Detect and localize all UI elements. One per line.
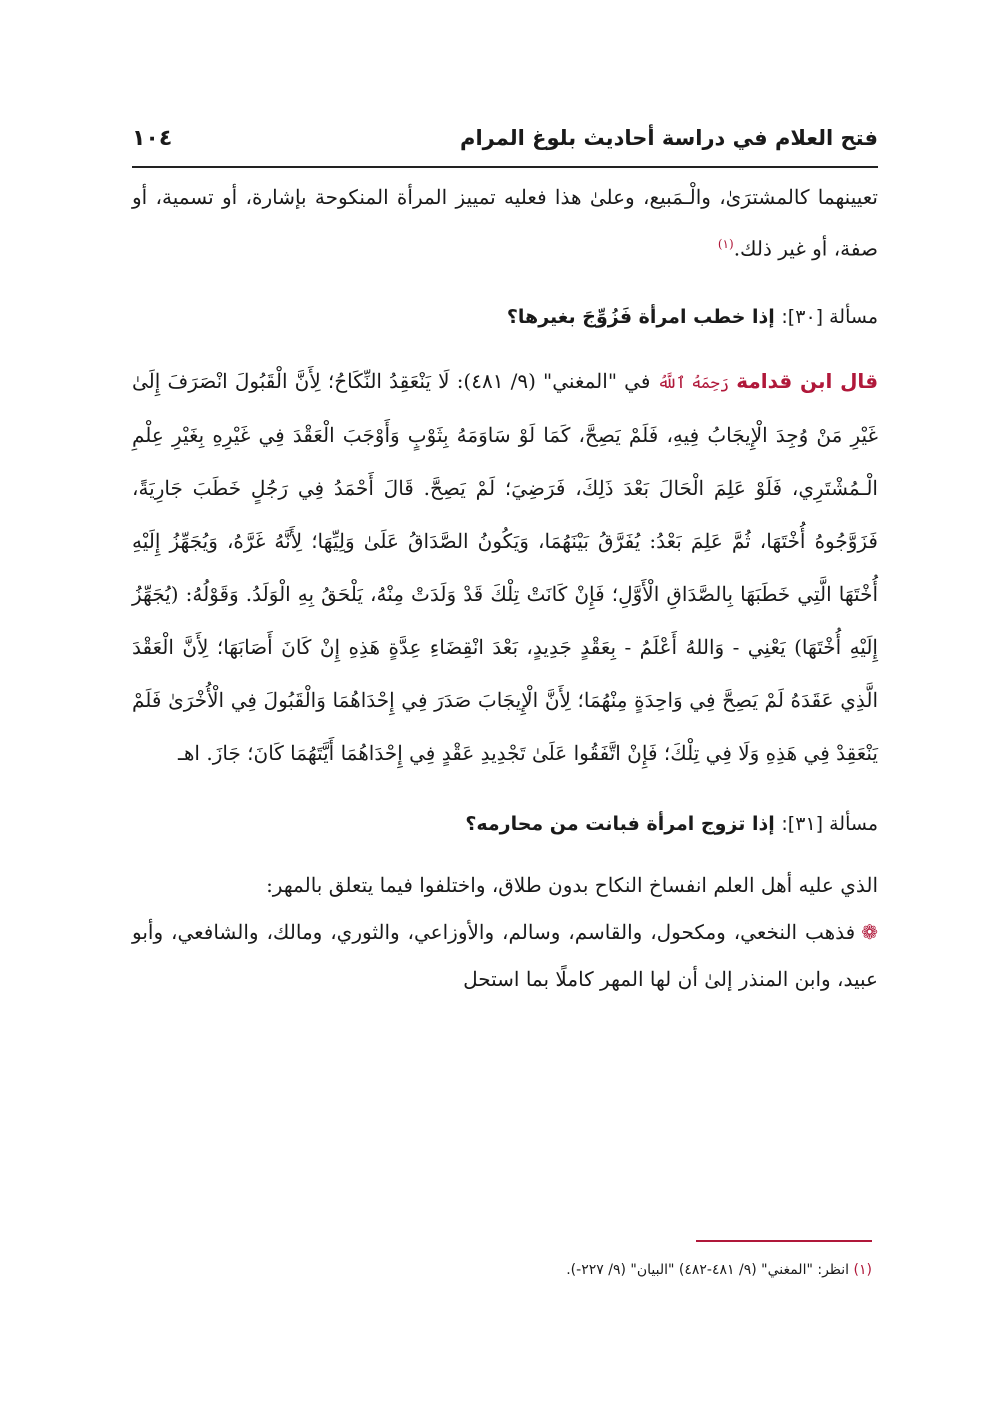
footnote-ref[interactable]: (١)	[717, 237, 734, 251]
footnote	[126, 1262, 872, 1278]
question-31-text: إذا تزوج امرأة فبانت من محارمه؟	[465, 812, 775, 835]
running-header	[132, 118, 878, 168]
page-number: ١٠٤	[132, 125, 173, 151]
quote-source: في "المغني" (٩/ ٤٨١):	[456, 368, 651, 393]
bullet-31	[132, 909, 878, 1003]
question-31-heading	[132, 806, 878, 842]
page-body	[132, 118, 878, 1003]
question-30-label: مسألة [٣٠]:	[781, 305, 878, 328]
question-30-heading	[132, 299, 878, 335]
bullet-31-text: فذهب النخعي، ومكحول، والقاسم، وسالم، والأوزاعي، والثوري، ومالك، والشافعي، وأبو عبيد، وابن المنذر إلىٰ أن لها المهر كاملًا بما استحل	[132, 919, 878, 991]
question-31-label: مسألة [٣١]:	[781, 812, 878, 835]
quote-30	[132, 355, 878, 780]
scholar-name: قال ابن قدامة	[736, 368, 879, 393]
honorific-glyph: رَحِمَهُ ٱللَّهُ	[657, 372, 730, 392]
intro-paragraph	[132, 174, 878, 273]
flower-bullet-icon: ❁	[861, 919, 878, 944]
footnote-divider	[696, 1240, 872, 1242]
footnote-text: انظر: "المغني" (٩/ ٤٨١-٤٨٢) "البيان" (٩/ ٢٢٧-).	[566, 1262, 850, 1278]
book-title: فتح العلام في دراسة أحاديث بلوغ المرام	[460, 126, 878, 150]
intro-text: تعيينهما كالمشترَىٰ، والْـمَبيع، وعلىٰ هذا فعليه تمييز المرأة المنكوحة بإشارة، أو تسمية، أو صفة، أو غير ذلك.	[132, 185, 878, 261]
quote-body: لَا يَنْعَقِدُ النِّكَاحُ؛ لِأَنَّ الْقَبُولَ انْصَرَفَ إِلَىٰ غَيْرِ مَنْ وُجِدَ الْإِيجَابُ فِيهِ، فَلَمْ يَصِحَّ، كَمَا لَوْ سَاوَمَهُ بِثَوْبٍ وَأَوْجَبَ الْعَقْدَ فِي غَيْرِهِ بِغَيْرِ عِلْمِ الْـمُشْتَرِي، فَلَوْ عَلِمَ الْحَالَ بَعْدَ ذَلِكَ، فَرَضِيَ؛ لَمْ يَصِحَّ. قَالَ أَحْمَدُ فِي رَجُلٍ خَطَبَ جَارِيَةً، فَزَوَّجُوهُ أُخْتَهَا، ثُمَّ عَلِمَ بَعْدُ: يُفَرَّقُ بَيْنَهُمَا، وَيَكُونُ الصَّدَاقُ عَلَىٰ وَلِيِّهَا؛ لِأَنَّهُ غَرَّهُ، وَيُجَهِّزُ إِلَيْهِ أُخْتَهَا الَّتِي خَطَبَهَا بِالصَّدَاقِ الْأَوَّلِ؛ فَإِنْ كَانَتْ تِلْكَ قَدْ وَلَدَتْ مِنْهُ، يَلْحَقُ بِهِ الْوَلَدُ. وَقَوْلُهُ: (يُجَهِّزُ إِلَيْهِ أُخْتَهَا) يَعْنِي - وَاللهُ أَعْلَمُ - بِعَقْدٍ جَدِيدٍ، بَعْدَ انْقِضَاءِ عِدَّةٍ هَذِهِ إِنْ كَانَ أَصَابَهَا؛ لِأَنَّ الْعَقْدَ الَّذِي عَقَدَهُ لَمْ يَصِحَّ فِي وَاحِدَةٍ مِنْهُمَا؛ لِأَنَّ الْإِيجَابَ صَدَرَ فِي إِحْدَاهُمَا وَالْقَبُولَ فِي الْأُخْرَىٰ فَلَمْ يَنْعَقِدْ فِي هَذِهِ وَلَا فِي تِلْكَ؛ فَإِنْ اتَّفَقُوا عَلَىٰ تَجْدِيدِ عَقْدٍ فِي إِحْدَاهُمَا أَيَّتَهُمَا كَانَ؛ جَازَ. اهـ	[132, 368, 878, 765]
paragraph-31: الذي عليه أهل العلم انفساخ النكاح بدون طلاق، واختلفوا فيما يتعلق بالمهر:	[266, 872, 878, 897]
footnote-mark: (١)	[853, 1262, 872, 1278]
question-30-text: إذا خطب امرأة فَزُوِّجَ بغيرها؟	[506, 305, 775, 328]
